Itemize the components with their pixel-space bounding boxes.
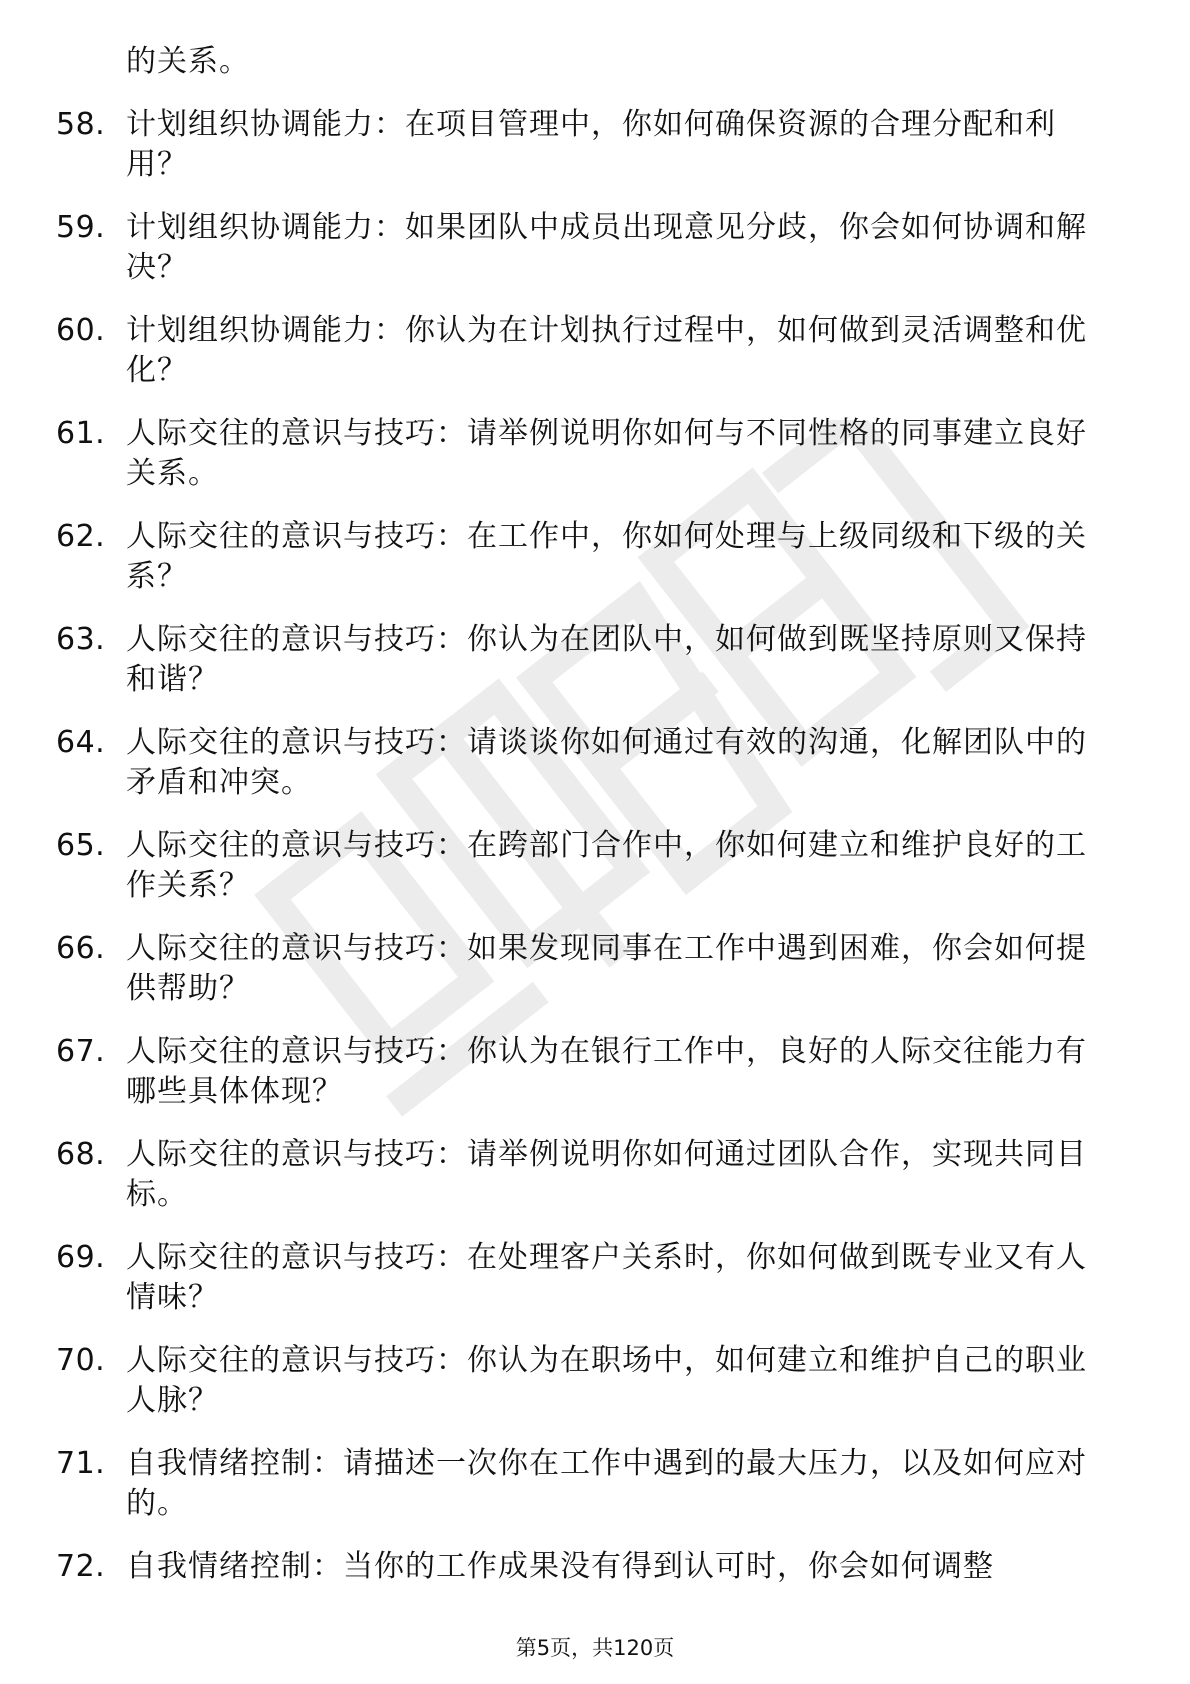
item-number: 69. <box>56 1240 106 1275</box>
item-text: 人际交往的意识与技巧：如果发现同事在工作中遇到困难，你会如何提供帮助？ <box>126 931 1087 1006</box>
item-number: 63. <box>56 622 106 657</box>
list-item <box>0 208 1190 288</box>
list-item <box>0 414 1190 494</box>
item-text: 计划组织协调能力：如果团队中成员出现意见分歧，你会如何协调和解决？ <box>126 210 1087 285</box>
item-number: 65. <box>56 828 106 863</box>
list-item <box>0 1238 1190 1318</box>
question-list <box>0 42 1190 1610</box>
list-item-continuation <box>0 42 1190 82</box>
item-text: 人际交往的意识与技巧：请举例说明你如何与不同性格的同事建立良好关系。 <box>126 416 1087 491</box>
list-item <box>0 1547 1190 1587</box>
item-text: 人际交往的意识与技巧：你认为在银行工作中，良好的人际交往能力有哪些具体体现？ <box>126 1034 1087 1109</box>
list-item <box>0 1135 1190 1215</box>
item-text: 的关系。 <box>126 44 250 79</box>
item-number: 70. <box>56 1343 106 1378</box>
item-text: 自我情绪控制：请描述一次你在工作中遇到的最大压力，以及如何应对的。 <box>126 1446 1087 1521</box>
item-number: 66. <box>56 931 106 966</box>
item-number: 62. <box>56 519 106 554</box>
item-text: 计划组织协调能力：在项目管理中，你如何确保资源的合理分配和利用？ <box>126 107 1056 182</box>
item-text: 人际交往的意识与技巧：请举例说明你如何通过团队合作，实现共同目标。 <box>126 1137 1087 1212</box>
item-text: 人际交往的意识与技巧：你认为在职场中，如何建立和维护自己的职业人脉？ <box>126 1343 1087 1418</box>
item-number: 59. <box>56 210 106 245</box>
list-item <box>0 929 1190 1009</box>
list-item <box>0 620 1190 700</box>
list-item <box>0 311 1190 391</box>
list-item <box>0 105 1190 185</box>
item-text: 人际交往的意识与技巧：你认为在团队中，如何做到既坚持原则又保持和谐？ <box>126 622 1087 697</box>
list-item <box>0 1032 1190 1112</box>
item-number: 68. <box>56 1137 106 1172</box>
item-text: 人际交往的意识与技巧：请谈谈你如何通过有效的沟通，化解团队中的矛盾和冲突。 <box>126 725 1087 800</box>
item-number: 71. <box>56 1446 106 1481</box>
list-item <box>0 1444 1190 1524</box>
item-text: 人际交往的意识与技巧：在工作中，你如何处理与上级同级和下级的关系？ <box>126 519 1087 594</box>
list-item <box>0 723 1190 803</box>
list-item <box>0 517 1190 597</box>
item-text: 自我情绪控制：当你的工作成果没有得到认可时，你会如何调整 <box>126 1549 994 1584</box>
item-text: 计划组织协调能力：你认为在计划执行过程中，如何做到灵活调整和优化？ <box>126 313 1087 388</box>
item-text: 人际交往的意识与技巧：在跨部门合作中，你如何建立和维护良好的工作关系？ <box>126 828 1087 903</box>
list-item <box>0 1341 1190 1421</box>
item-number: 72. <box>56 1549 106 1584</box>
item-number: 58. <box>56 107 106 142</box>
page-footer: 第5页，共120页 <box>515 1636 675 1660</box>
item-number: 64. <box>56 725 106 760</box>
list-item <box>0 826 1190 906</box>
item-number: 67. <box>56 1034 106 1069</box>
item-text: 人际交往的意识与技巧：在处理客户关系时，你如何做到既专业又有人情味？ <box>126 1240 1087 1315</box>
item-number: 61. <box>56 416 106 451</box>
item-number: 60. <box>56 313 106 348</box>
